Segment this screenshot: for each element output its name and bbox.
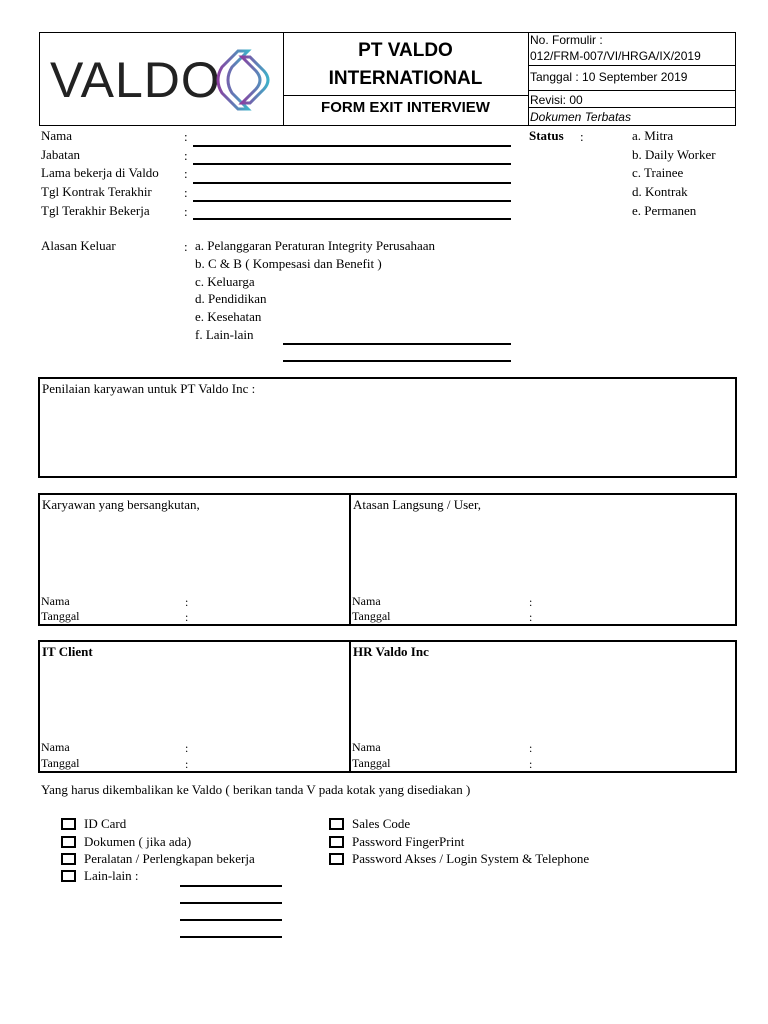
status-option[interactable]: d. Kontrak <box>632 184 688 199</box>
alasan-label: Alasan Keluar <box>41 238 116 253</box>
checkbox-sales-code[interactable] <box>329 818 344 830</box>
return-item-label: Password FingerPrint <box>352 834 465 849</box>
tgl-terakhir-input-line[interactable] <box>193 218 511 220</box>
logo-cell <box>40 33 284 125</box>
status-option[interactable]: e. Permanen <box>632 203 697 218</box>
return-instruction: Yang harus dikembalikan ke Valdo ( berikan tanda V pada kotak yang disediakan ) <box>41 782 471 797</box>
tgl-kontrak-input-line[interactable] <box>193 200 511 202</box>
title-divider <box>283 95 528 96</box>
field-colon: : <box>184 148 188 163</box>
signature-tanggal-label: Tanggal <box>41 756 80 770</box>
no-formulir-label: No. Formulir : <box>530 33 603 47</box>
meta-cell <box>528 33 736 125</box>
signature-tanggal-label: Tanggal <box>352 756 391 770</box>
return-item-label: Sales Code <box>352 816 411 831</box>
signature-colon: : <box>185 757 189 771</box>
signature-nama-label: Nama <box>352 594 381 608</box>
signature-title-atasan: Atasan Langsung / User, <box>353 497 482 512</box>
return-item-label: Dokumen ( jika ada) <box>84 834 192 849</box>
status-label: Status <box>529 128 564 143</box>
lain-lain-input-line[interactable] <box>283 343 511 345</box>
return-item-label: Password Akses / Login System & Telephone <box>352 851 590 866</box>
lain-lain-item-line[interactable] <box>180 902 282 904</box>
signature-nama-label: Nama <box>41 740 70 754</box>
signature-block <box>38 640 737 773</box>
alasan-option[interactable]: c. Keluarga <box>195 274 255 289</box>
title-cell <box>283 33 529 125</box>
signature-colon: : <box>185 741 189 755</box>
signature-tanggal-label: Tanggal <box>352 609 391 623</box>
signature-divider <box>349 495 351 624</box>
checkbox-password-akses[interactable] <box>329 853 344 865</box>
signature-colon: : <box>185 595 189 609</box>
signature-tanggal-label: Tanggal <box>41 609 80 623</box>
alasan-colon: : <box>184 239 188 254</box>
status-option[interactable]: a. Mitra <box>632 128 674 143</box>
no-formulir-value: 012/FRM-007/VI/HRGA/IX/2019 <box>530 49 701 63</box>
field-label-jabatan: Jabatan <box>41 147 80 162</box>
return-item-label: Lain-lain : <box>84 868 139 883</box>
company-logo-text: VALDO <box>50 52 221 108</box>
meta-divider <box>528 107 736 108</box>
alasan-option[interactable]: f. Lain-lain <box>195 327 254 342</box>
tanggal-form: Tanggal : 10 September 2019 <box>530 70 688 84</box>
return-item-label: Peralatan / Perlengkapan bekerja <box>84 851 255 866</box>
field-label-tgl-terakhir: Tgl Terakhir Bekerja <box>41 203 150 218</box>
signature-divider <box>349 642 351 771</box>
signature-colon: : <box>529 610 533 624</box>
signature-nama-label: Nama <box>352 740 381 754</box>
field-colon: : <box>184 166 188 181</box>
signature-colon: : <box>185 610 189 624</box>
checkbox-id-card[interactable] <box>61 818 76 830</box>
form-title: FORM EXIT INTERVIEW <box>321 99 490 116</box>
field-colon: : <box>184 204 188 219</box>
field-colon: : <box>184 185 188 200</box>
lain-lain-item-line[interactable] <box>180 919 282 921</box>
signature-title-it-client: IT Client <box>42 644 93 659</box>
status-option[interactable]: b. Daily Worker <box>632 147 716 162</box>
lama-bekerja-input-line[interactable] <box>193 182 511 184</box>
signature-colon: : <box>529 757 533 771</box>
lain-lain-item-line[interactable] <box>180 936 282 938</box>
alasan-option[interactable]: e. Kesehatan <box>195 309 262 324</box>
signature-title-hr: HR Valdo Inc <box>353 644 429 659</box>
checkbox-peralatan[interactable] <box>61 853 76 865</box>
field-label-nama: Nama <box>41 128 73 143</box>
company-name-line1: PT VALDO <box>358 40 453 61</box>
signature-block <box>38 493 737 626</box>
status-colon: : <box>580 129 584 144</box>
field-label-tgl-kontrak: Tgl Kontrak Terakhir <box>41 184 152 199</box>
jabatan-input-line[interactable] <box>193 163 511 165</box>
field-label-lama-bekerja: Lama bekerja di Valdo <box>41 165 159 180</box>
signature-title-karyawan: Karyawan yang bersangkutan, <box>42 497 200 512</box>
revisi: Revisi: 00 <box>530 93 583 107</box>
signature-colon: : <box>529 741 533 755</box>
return-item-label: ID Card <box>84 816 127 831</box>
lain-lain-item-line[interactable] <box>180 885 282 887</box>
form-header <box>39 32 736 126</box>
alasan-option[interactable]: a. Pelanggaran Peraturan Integrity Perusahaan <box>195 238 436 253</box>
company-name <box>283 37 528 93</box>
status-option[interactable]: c. Trainee <box>632 165 684 180</box>
lain-lain-input-line[interactable] <box>283 360 511 362</box>
signature-colon: : <box>529 595 533 609</box>
penilaian-label: Penilaian karyawan untuk PT Valdo Inc : <box>42 381 256 396</box>
field-colon: : <box>184 129 188 144</box>
checkbox-fingerprint[interactable] <box>329 836 344 848</box>
alasan-option[interactable]: b. C & B ( Kompesasi dan Benefit ) <box>195 256 382 271</box>
checkbox-lain-lain[interactable] <box>61 870 76 882</box>
penilaian-box[interactable] <box>38 377 737 478</box>
company-name-line2: INTERNATIONAL <box>328 68 483 89</box>
signature-nama-label: Nama <box>41 594 70 608</box>
alasan-option[interactable]: d. Pendidikan <box>195 291 267 306</box>
meta-divider <box>528 90 736 91</box>
company-logo-icon <box>210 47 276 113</box>
dokumen-terbatas: Dokumen Terbatas <box>530 110 631 124</box>
checkbox-dokumen[interactable] <box>61 836 76 848</box>
meta-divider <box>528 65 736 66</box>
nama-input-line[interactable] <box>193 145 511 147</box>
